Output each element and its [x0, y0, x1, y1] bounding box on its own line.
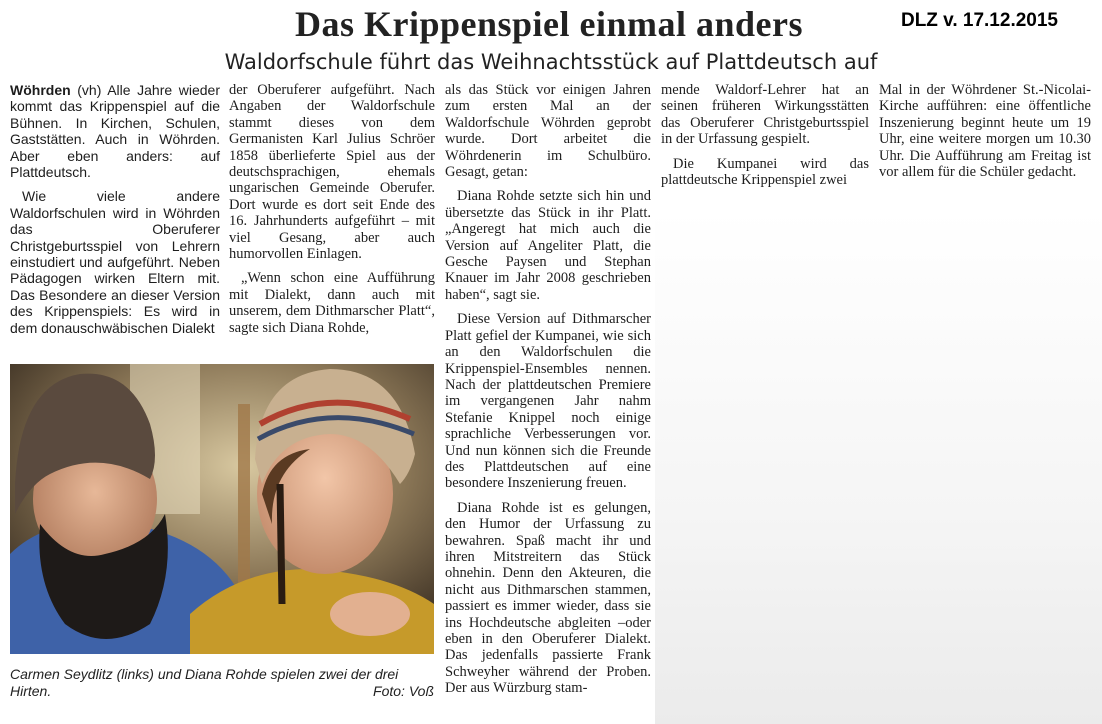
photo-caption	[10, 666, 434, 700]
article-photo	[10, 364, 434, 654]
dateline-place: Wöhrden	[10, 82, 71, 98]
article-column-1	[10, 82, 220, 344]
paragraph: als das Stück vor einigen Jahren zum ersten Mal an der Waldorfschule Wöhrden geprobt wurde. Dort arbeitet die Wöhrdenerin im Schulbüro. Gesagt, getan:	[445, 82, 651, 181]
caption-text: Carmen Seydlitz (links) und Diana Rohde spielen zwei der drei Hirten.	[10, 666, 399, 699]
article-column-3	[445, 82, 651, 705]
article-column-5	[879, 82, 1091, 188]
article-column-4	[661, 82, 869, 196]
date-stamp: DLZ v. 17.12.2015	[900, 10, 1058, 31]
paragraph-text: (vh) Alle Jahre wieder kommt das Krippenspiel auf die Bühnen. In Kirchen, Schulen, Gaststätten. Auch in Wöhrden. Aber eben anders: auf Plattdeutsch.	[10, 82, 220, 181]
paragraph: Die Kumpanei wird das plattdeutsche Krippenspiel zwei	[661, 155, 869, 189]
paragraph	[10, 82, 220, 180]
paragraph: „Wenn schon eine Aufführung mit Dialekt, dann auch mit unserem, dem Dithmarscher Platt“, sagte sich Diana Rohde,	[229, 270, 435, 336]
article-column-2	[229, 82, 435, 344]
photo-illustration	[10, 364, 434, 654]
paragraph: der Oberuferer aufgeführt. Nach Angaben der Waldorfschule stammt dieses von dem Germanisten Karl Julius Schröer 1858 überlieferte Spiel aus der deutschsprachigen, ehemals ungarischen Gemeinde Oberufer. Dort wurde es dort seit Ende des 16. Jahrhunderts aufgeführt – mit viel Gesang, aber auch humorvollen Einlagen.	[229, 82, 435, 263]
page-shading	[655, 210, 1102, 724]
article-headline: Das Krippenspiel einmal anders	[294, 4, 804, 44]
photo-credit: Foto: Voß	[373, 683, 434, 699]
paragraph: Diana Rohde setzte sich hin und übersetzte das Stück in ihr Platt. „Angeregt hat mich auch die Version auf Angeliter Platt, die Gesche Paysen und Stephan Knauer im Jahr 2008 geschrieben haben“, sagt sie.	[445, 188, 651, 303]
paragraph: Wie viele andere Waldorfschulen wird in Wöhrden das Oberuferer Christgeburtsspiel von Lehrern einstudiert und aufgeführt. Neben Pädagogen wirken Eltern mit. Das Besondere an dieser Version des Krippenspiels: Es wird in dem donauschwäbischen Dialekt	[10, 188, 220, 336]
paragraph: Diese Version auf Dithmarscher Platt gefiel der Kumpanei, wie sich an den Waldorfschulen die Krippenspiel-Ensembles nennen. Nach der plattdeutschen Premiere im vergangenen Jahr nahm Stefanie Knippel noch einige sprachliche Verbesserungen vor. Und nun können sich die Freunde des Plattdeutschen auf eine besondere Inszenierung freuen.	[445, 311, 651, 492]
paragraph: Diana Rohde ist es gelungen, den Humor der Urfassung zu bewahren. Spaß macht ihr und ihren Mitstreitern das Stück ohnehin. Denn den Akteuren, die nicht aus Dithmarschen stammen, passiert es immer wieder, dass sie ins Hochdeutsche abgleiten –oder eben in den Oberuferer Dialekt. Das jedenfalls passierte Frank Schweyher während der Proben. Der aus Würzburg stam-	[445, 499, 651, 697]
article-subheadline: Waldorfschule führt das Weihnachtsstück auf Plattdeutsch auf	[224, 50, 878, 74]
paragraph: Mal in der Wöhrdener St.-Nicolai-Kirche aufführen: eine öffentliche Inszenierung beginnt heute um 19 Uhr, eine weitere morgen um 10.30 Uhr. Die Aufführung am Freitag ist vor allem für die Schüler gedacht.	[879, 82, 1091, 181]
subheadline	[0, 50, 1102, 74]
paragraph: mende Waldorf-Lehrer hat an seinen früheren Wirkungsstätten das Oberuferer Christgeburtsspiel in der Urfassung gespielt.	[661, 82, 869, 148]
